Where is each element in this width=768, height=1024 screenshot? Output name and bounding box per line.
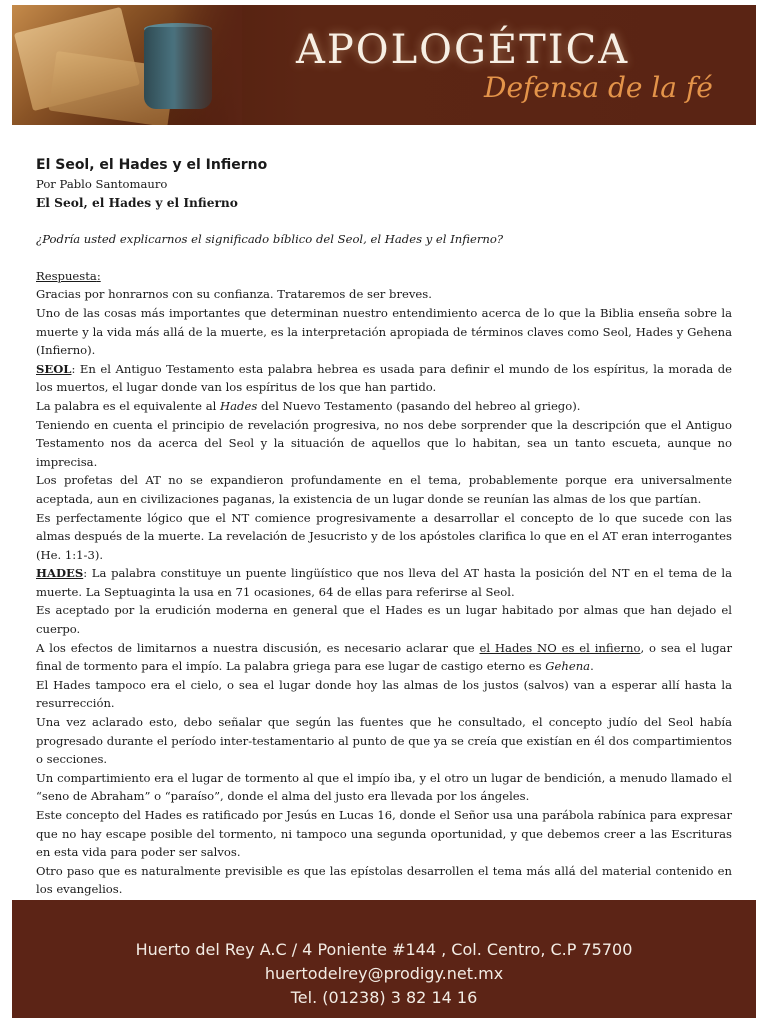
paragraph-10 <box>36 639 732 676</box>
paragraph-9: Es aceptado por la erudición moderna en general que el Hades es un lugar habitado por almas que han dejado el cuerpo. <box>36 603 732 637</box>
paragraph-1: Gracias por honrarnos con su confianza. Trataremos de ser breves. <box>36 287 432 302</box>
paragraph-7: Es perfectamente lógico que el NT comience progresivamente a desarrollar el concepto de lo que sucede con las almas después de la muerte. La revelación de Jesucristo y de los apóstoles clarifica lo que en el AT eran interrogantes (He. 1:1-3). <box>36 510 732 562</box>
paragraph-10-a: A los efectos de limitarnos a nuestra discusión, es necesario aclarar que <box>36 640 480 655</box>
footer-address: Huerto del Rey A.C / 4 Poniente #144 , Col. Centro, C.P 75700 <box>135 940 633 959</box>
paragraph-10-b: , o sea el lugar final de tormento para el impío. La palabra griega para ese lugar de castigo eterno es <box>36 640 732 674</box>
paragraph-seol-text: : En el Antiguo Testamento esta palabra hebrea es usada para definir el mundo de los espíritus, la morada de los muertos, el lugar donde van los espíritus de los que han partido. <box>36 361 732 395</box>
paragraph-15: Otro paso que es naturalmente previsible es que las epístolas desarrollen el tema más allá del material contenido en los evangelios. <box>36 863 732 897</box>
banner-photo <box>12 5 242 125</box>
term-hades: HADES <box>36 566 84 581</box>
footer-phone: Tel. (01238) 3 82 14 16 <box>290 988 478 1007</box>
paragraph-14: Este concepto del Hades es ratificado por Jesús en Lucas 16, donde el Señor usa una parábola rabínica para expresar que no hay escape posible del tormento, ni tampoco una segunda oportunidad, y que debemos creer a las Escrituras en esta vida para poder ser salvos. <box>36 808 732 860</box>
article-author: Por Pablo Santomauro <box>36 177 168 191</box>
paragraph-10-gehena: Gehena <box>545 659 591 674</box>
paragraph-2: Uno de las cosas más importantes que determinan nuestro entendimiento acerca de lo que la Biblia enseña sobre la muerte y la vida más allá de la muerte, es la interpretación apropiada de términos claves como Seol, Hades y Gehena (Infierno). <box>36 305 732 358</box>
paragraph-4-a: La palabra es el equivalente al <box>36 398 221 413</box>
paragraph-4 <box>36 397 732 416</box>
paragraph-4-hades: Hades <box>220 398 258 413</box>
article-title: El Seol, el Hades y el Infierno <box>36 157 268 173</box>
paragraph-5: Teniendo en cuenta el principio de revelación progresiva, no nos debe sorprender que la descripción que el Antiguo Testamento nos da acerca del Seol y la situación de aquellos que lo habitan, sea un tanto escueta, aunque no imprecisa. <box>36 417 732 469</box>
footer-email: huertodelrey@prodigy.net.mx <box>264 964 504 983</box>
paragraph-10-c: . <box>590 659 594 674</box>
paragraph-11: El Hades tampoco era el cielo, o sea el lugar donde hoy las almas de los justos (salvos) van a esperar allí hasta la resurrección. <box>36 677 732 711</box>
paragraph-12: Una vez aclarado esto, debo señalar que según las fuentes que he consultado, el concepto judío del Seol había progresado durante el período inter-testamentario al punto de que ya se creía que existían en él dos compartimientos o secciones. <box>36 715 732 767</box>
article-question: ¿Podría usted explicarnos el significado bíblico del Seol, el Hades y el Infierno? <box>36 232 504 247</box>
article-body <box>36 155 732 899</box>
footer-banner <box>12 900 756 1018</box>
header-banner <box>12 5 756 125</box>
response-label: Respuesta: <box>36 268 101 283</box>
paragraph-6: Los profetas del AT no se expandieron profundamente en el tema, probablemente porque era universalmente aceptada, aun en civilizaciones paganas, la existencia de un lugar donde se reunían las almas de los que partían. <box>36 473 732 506</box>
response-label-text: Respuesta <box>36 268 97 283</box>
paragraph-13: Un compartimiento era el lugar de tormento al que el impío iba, y el otro un lugar de bendición, a menudo llamado el “seno de Abraham” o “paraíso”, donde el alma del justo era llevada por los ángeles. <box>36 770 732 804</box>
article-subtitle: El Seol, el Hades y el Infierno <box>36 195 238 210</box>
term-seol: SEOL <box>36 361 72 376</box>
site-title: APOLOGÉTICA <box>296 27 630 73</box>
site-subtitle: Defensa de la fé <box>484 71 713 104</box>
paragraph-4-b: del Nuevo Testamento (pasando del hebreo al griego). <box>257 398 581 413</box>
paragraph-10-underlined: el Hades NO es el infierno <box>479 640 641 655</box>
paragraph-hades <box>36 564 732 601</box>
banner-fade <box>172 5 242 125</box>
paragraph-seol <box>36 360 732 397</box>
paragraph-hades-text: : La palabra constituye un puente lingüístico que nos lleva del AT hasta la posición del NT en el tema de la muerte. La Septuaginta la usa en 71 ocasiones, 64 de ellas para referirse al Seol. <box>36 566 732 599</box>
